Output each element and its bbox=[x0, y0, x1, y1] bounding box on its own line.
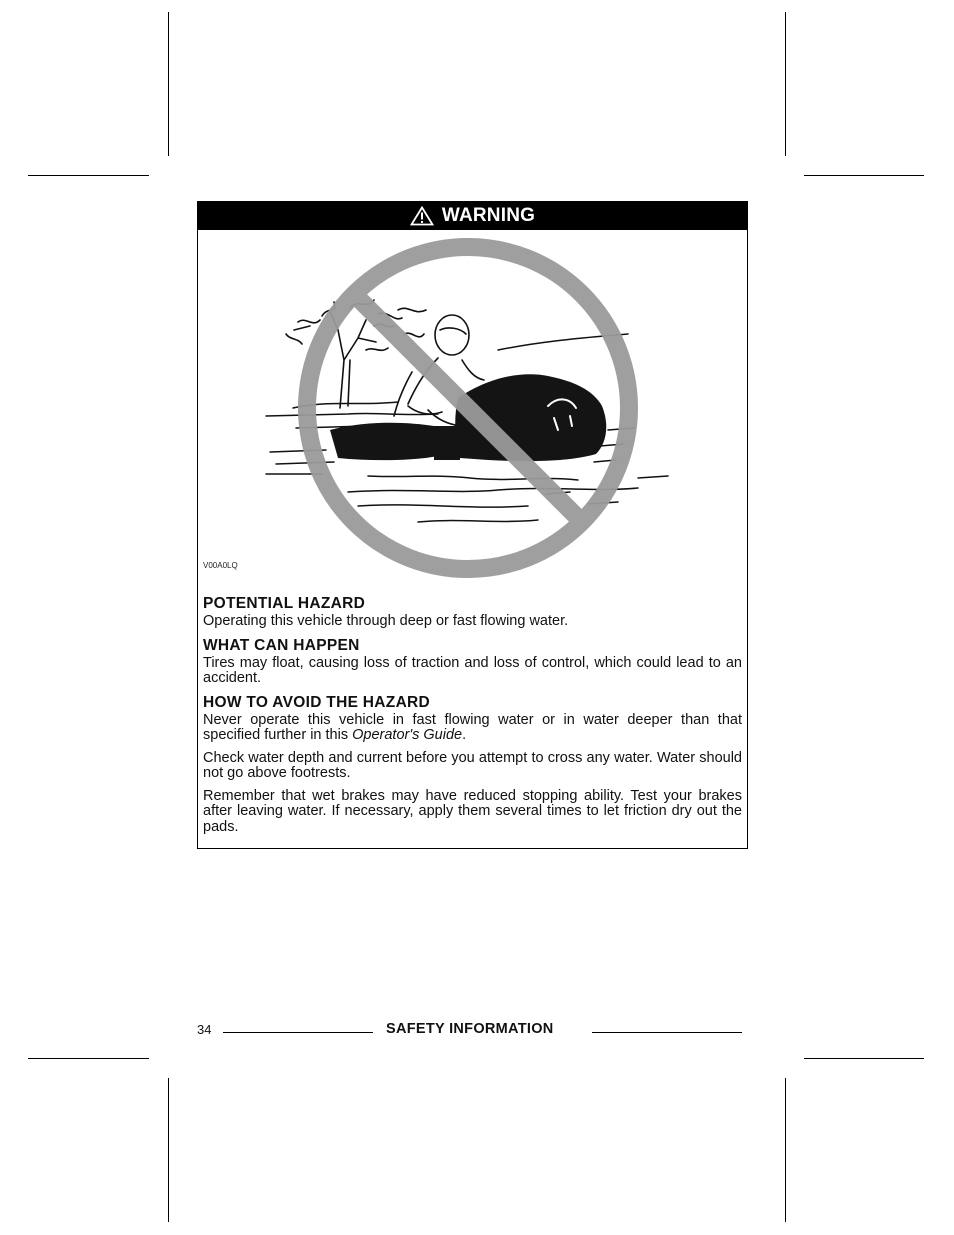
avoid-text-1a: Never operate this vehicle in fast flowing water or in water deeper than that specified further in this bbox=[203, 711, 742, 743]
warning-box bbox=[197, 201, 748, 849]
footer-section-title: SAFETY INFORMATION bbox=[386, 1021, 554, 1037]
warning-triangle-icon bbox=[410, 206, 434, 226]
footer-rule-right bbox=[592, 1032, 742, 1033]
crop-mark bbox=[168, 12, 169, 156]
avoid-hazard-text-3: Remember that wet brakes may have reduced stopping ability. Test your brakes after leaving water. If necessary, apply them several times to let friction dry out the pads. bbox=[203, 787, 742, 835]
warning-header bbox=[198, 202, 747, 230]
figure-code: V00A0LQ bbox=[203, 561, 238, 570]
operators-guide-reference: Operator's Guide bbox=[352, 727, 463, 743]
avoid-text-1b: . bbox=[462, 727, 467, 743]
avoid-hazard-text-2: Check water depth and current before you attempt to cross any water. Water should not go above footrests. bbox=[203, 749, 742, 781]
crop-mark bbox=[28, 1058, 149, 1059]
section-heading-avoid-hazard: HOW TO AVOID THE HAZARD bbox=[203, 693, 431, 711]
crop-mark bbox=[168, 1078, 169, 1222]
crop-mark bbox=[28, 175, 149, 176]
what-can-happen-text: Tires may float, causing loss of traction and loss of control, which could lead to an accident. bbox=[203, 654, 742, 686]
potential-hazard-text: Operating this vehicle through deep or fast flowing water. bbox=[203, 613, 569, 629]
illustration-atv-in-water bbox=[198, 230, 747, 585]
section-heading-potential-hazard: POTENTIAL HAZARD bbox=[203, 595, 366, 612]
footer-rule-left bbox=[223, 1032, 373, 1033]
avoid-hazard-text-1 bbox=[203, 713, 742, 744]
crop-mark bbox=[785, 12, 786, 156]
crop-mark bbox=[804, 175, 924, 176]
warning-content bbox=[203, 594, 742, 835]
section-heading-what-can-happen: WHAT CAN HAPPEN bbox=[203, 636, 360, 654]
page-number: 34 bbox=[197, 1022, 212, 1037]
warning-title: WARNING bbox=[441, 205, 536, 226]
page-footer bbox=[197, 1020, 742, 1040]
crop-mark bbox=[804, 1058, 924, 1059]
crop-mark bbox=[785, 1078, 786, 1222]
